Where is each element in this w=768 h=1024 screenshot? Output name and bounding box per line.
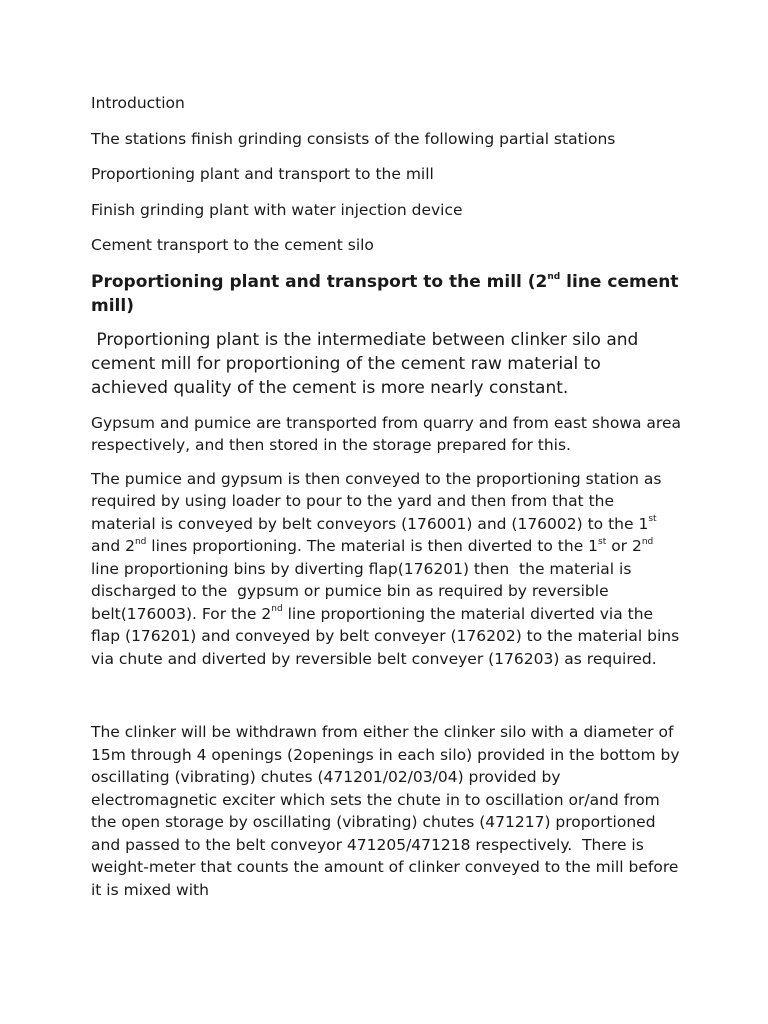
paragraph-text: and 2 bbox=[91, 514, 662, 555]
ordinal-superscript: nd bbox=[271, 604, 283, 615]
clinker-paragraph: The clinker will be withdrawn from either the clinker silo with a diameter of 15m through 4 openings (2openings in each silo) provided in the bottom by oscillating (vibrating) chutes (471201/02/03/04) provided by electromagnetic exciter which sets the chute in to oscillation or/and from the open storage by oscillating (vibrating) chutes (471217) proportioned and passed to the belt conveyor 471205/471218 respectively. There is weight-meter that counts the amount of clinker conveyed to the mill before it is mixed with bbox=[91, 723, 685, 899]
intro-label: Introduction bbox=[91, 94, 185, 112]
overview-text: The stations finish grinding consists of the following partial stations bbox=[91, 129, 616, 148]
heading-text: Proportioning plant and transport to the mill (2 bbox=[91, 271, 548, 292]
lead-paragraph: Proportioning plant is the intermediate between clinker silo and cement mill for proportioning of the cement raw material to achieved quality of the cement is more nearly constant. bbox=[91, 329, 644, 398]
paragraph-text: or 2 bbox=[606, 537, 642, 555]
document-page bbox=[91, 92, 685, 912]
station-item: Cement transport to the cement silo bbox=[91, 236, 374, 254]
ordinal-superscript: nd bbox=[641, 536, 654, 547]
paragraph-text: lines proportioning. The material is then diverted to the 1 bbox=[146, 537, 599, 555]
section-heading bbox=[91, 270, 681, 318]
heading-text: line cement mill) bbox=[91, 271, 679, 316]
station-item: Proportioning plant and transport to the mill bbox=[91, 165, 434, 183]
ordinal-superscript: nd bbox=[547, 271, 561, 282]
paragraph-text: line proportioning bins by diverting flap(176201) then the material is discharged to the gypsum or pumice bin as required by reversible belt(176003). For the 2 bbox=[91, 537, 659, 623]
ordinal-superscript: st bbox=[648, 514, 657, 525]
ordinal-superscript: st bbox=[598, 536, 607, 547]
paragraph-text: line proportioning the material diverted via the flap (176201) and conveyed by belt conveyer (176202) to the material bins via chute and diverted by reversible belt conveyer (176203) as required. bbox=[91, 604, 685, 668]
gypsum-paragraph: Gypsum and pumice are transported from quarry and from east showa area respectively, and then stored in the storage prepared for this. bbox=[91, 413, 681, 454]
blank-line bbox=[91, 681, 681, 721]
station-item: Finish grinding plant with water injection device bbox=[91, 200, 463, 219]
ordinal-superscript: nd bbox=[134, 536, 147, 547]
paragraph-text: The pumice and gypsum is then conveyed to the proportioning station as required by using loader to pour to the yard and then from that the material is conveyed by belt conveyors (176001) and (176002) to the 1 bbox=[91, 469, 667, 533]
conveyor-paragraph bbox=[91, 468, 685, 671]
